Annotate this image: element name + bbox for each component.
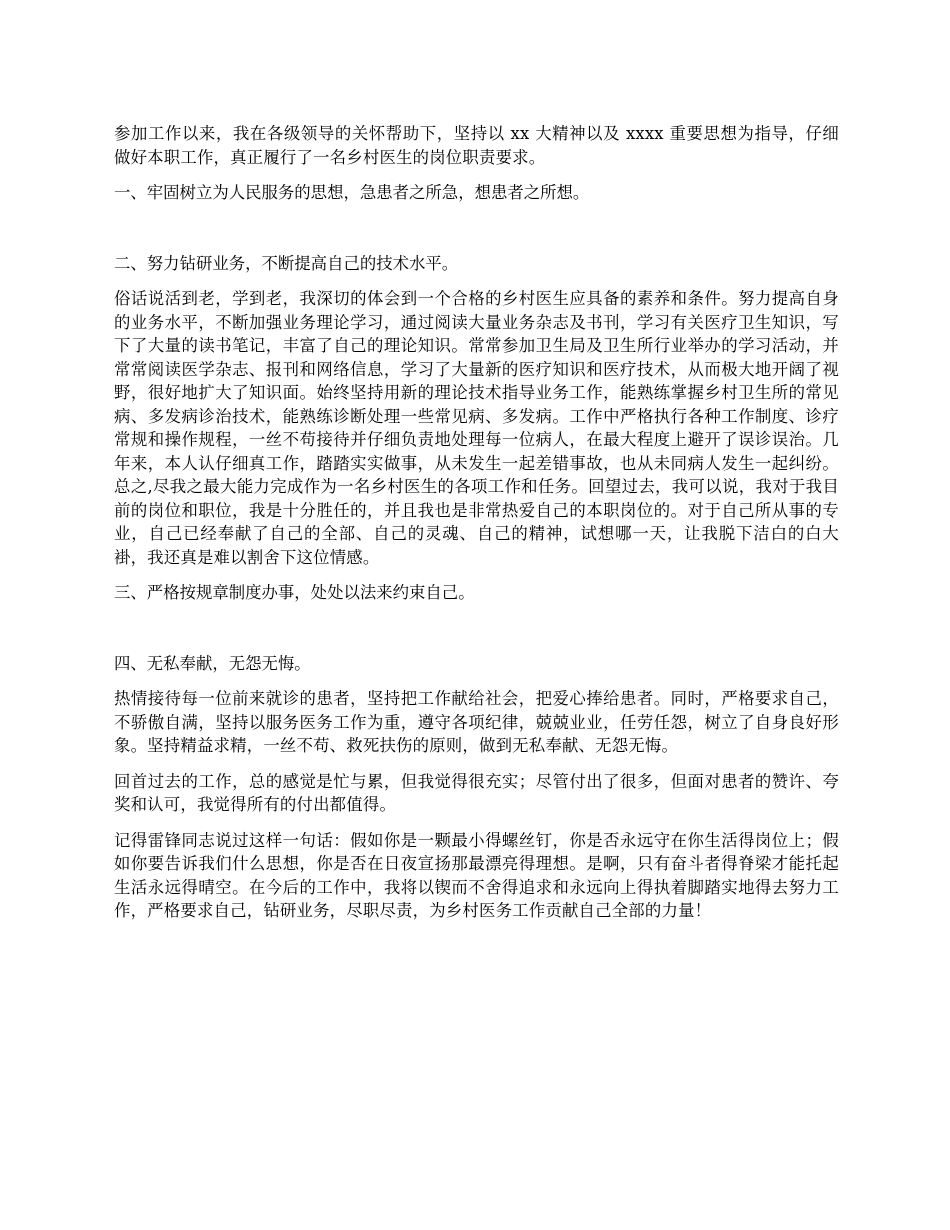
section-heading-4: 四、无私奉献，无怨无悔。 bbox=[114, 653, 311, 673]
document-body bbox=[114, 122, 839, 935]
intro-paragraph: 参加工作以来，我在各级领导的关怀帮助下，坚持以 xx 大精神以及 xxxx 重要思想为指导，仔细做好本职工作，真正履行了一名乡村医生的岗位职责要求。 bbox=[114, 124, 839, 167]
closing-paragraph: 记得雷锋同志说过这样一句话：假如你是一颗最小得螺丝钉，你是否永远守在你生活得岗位上；假如你要告诉我们什么思想，你是否在日夜宣扬那最漂亮得理想。是啊，只有奋斗者得脊梁才能托起生活永远得晴空。在今后的工作中，我将以锲而不舍得追求和永远向上得执着脚踏实地得去努力工作，严格要求自己，钻研业务，尽职尽责，为乡村医务工作贡献自己全部的力量！ bbox=[114, 830, 839, 920]
section-heading-3: 三、严格按规章制度办事，处处以法来约束自己。 bbox=[114, 583, 475, 602]
section-2-paragraph: 俗话说活到老，学到老，我深切的体会到一个合格的乡村医生应具备的素养和条件。努力提高自身的业务水平，不断加强业务理论学习，通过阅读大量业务杂志及书刊，学习有关医疗卫生知识，写下了大量的读书笔记，丰富了自己的理论知识。常常参加卫生局及卫生所行业举办的学习活动，并常常阅读医学杂志、报刊和网络信息，学习了大量新的医疗知识和医疗技术，从而极大地开阔了视野，很好地扩大了知识面。始终坚持用新的理论技术指导业务工作，能熟练掌握乡村卫生所的常见病、多发病诊治技术，能熟练诊断处理一些常见病、多发病。工作中严格执行各种工作制度、诊疗常规和操作规程，一丝不苟接待并仔细负责地处理每一位病人，在最大程度上避开了误诊误治。几年来，本人认仔细真工作，踏踏实实做事，从未发生一起差错事故，也从未同病人发生一起纠纷。总之,尽我之最大能力完成作为一名乡村医生的各项工作和任务。回望过去，我可以说，我对于我目前的岗位和职位，我是十分胜任的，并且我也是非常热爱自己的本职岗位的。对于自己所从事的专业，自己已经奉献了自己的全部、自己的灵魂、自己的精神，试想哪一天，让我脱下洁白的白大褂，我还真是难以割舍下这位情感。 bbox=[114, 289, 839, 567]
section-4-paragraph: 热情接待每一位前来就诊的患者，坚持把工作献给社会，把爱心捧给患者。同时，严格要求自己，不骄傲自满，坚持以服务医务工作为重，遵守各项纪律，兢兢业业，任劳任怨，树立了自身良好形象。坚持精益求精，一丝不苟、救死扶伤的原则，做到无私奉献、无怨无悔。 bbox=[114, 689, 839, 755]
section-heading-1: 一、牢固树立为人民服务的思想，急患者之所急，想患者之所想。 bbox=[114, 183, 590, 202]
reflection-paragraph: 回首过去的工作，总的感觉是忙与累，但我觉得很充实；尽管付出了很多，但面对患者的赞许、夸奖和认可，我觉得所有的付出都值得。 bbox=[114, 771, 839, 814]
section-heading-2: 二、努力钻研业务，不断提高自己的技术水平。 bbox=[114, 253, 459, 273]
